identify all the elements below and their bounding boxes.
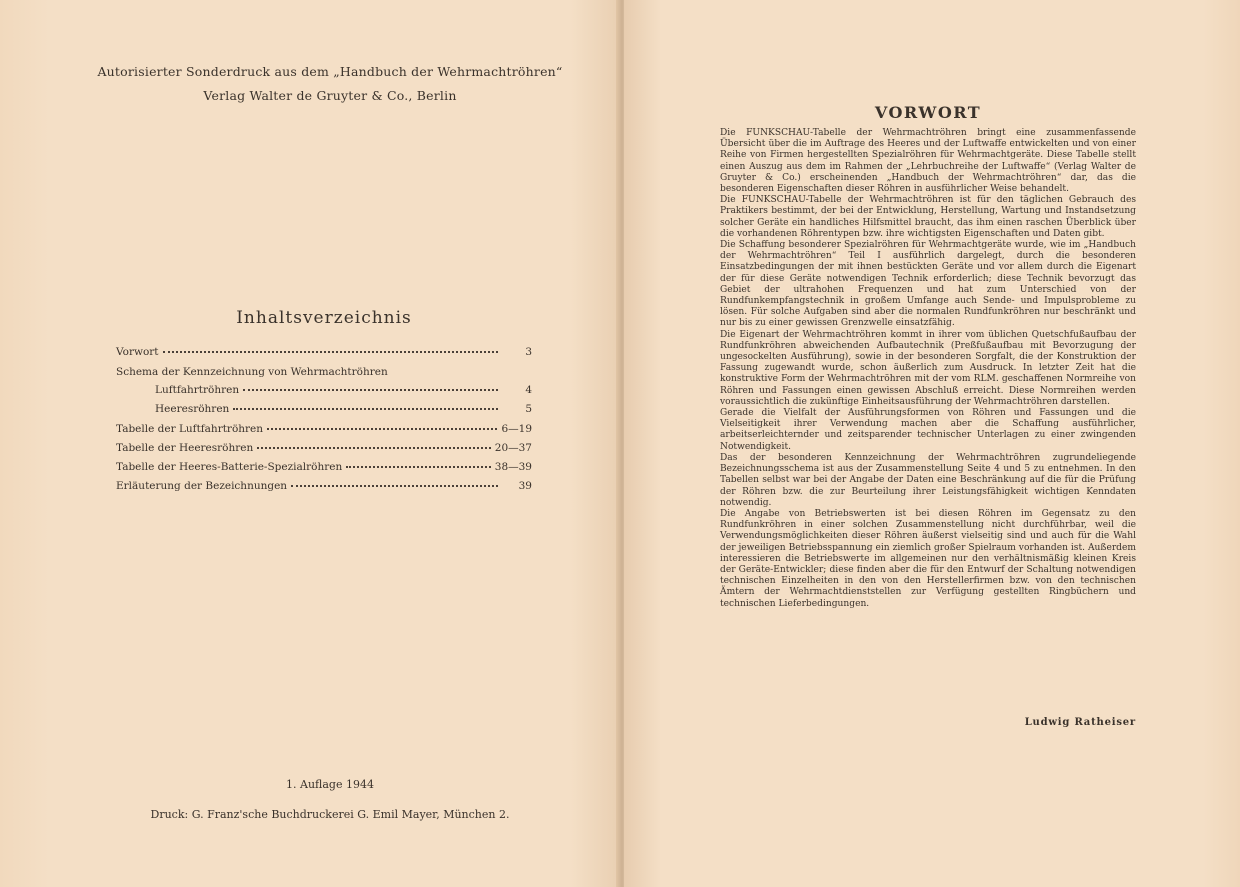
toc-entry-vorwort <box>116 342 532 358</box>
vorwort-body <box>720 128 1136 610</box>
toc-entry-tabelle-heeres <box>116 438 532 454</box>
toc-leader-dots <box>243 389 498 391</box>
toc-entry-page: 5 <box>525 403 532 415</box>
toc-entry-label: Erläuterung der Bezeichnungen <box>116 480 288 492</box>
toc-entry-page: 4 <box>525 384 532 396</box>
toc-entry-page: 39 <box>518 480 532 492</box>
toc-leader-dots <box>267 428 497 430</box>
vorwort-paragraph: Die Angabe von Betriebswerten ist bei diesen Röhren im Gegensatz zu den Rundfunkröhren in einer solchen Zusammenstellung nicht durchführbar, weil die Verwendungsmöglichkeiten dieser Röhren äußerst vielseitig sind und auch für die Wahl der jeweiligen Betriebsspannung ein ziemlich großer Spielraum vorhanden ist. Außerdem interessieren die Betriebswerte im allgemeinen nur den verhältnismäßig kleinen Kreis der Geräte-Entwickler; diese finden aber die für den Entwurf der Schaltung notwendigen technischen Einzelheiten in den von den Herstellerfirmen bzw. von den technischen Ämtern der Wehrmachtdienststellen zur Verfügung gestellten Ringbüchern und technischen Lieferbedingungen. <box>720 508 1136 609</box>
toc-entry-page: 6—19 <box>501 423 532 435</box>
author-signature: Ludwig Ratheiser <box>1024 717 1136 728</box>
vorwort-paragraph: Die FUNKSCHAU-Tabelle der Wehrmachtröhren bringt eine zusammenfassende Übersicht über die im Auftrage des Heeres und der Luftwaffe entwickelten und von einer Reihe von Firmen hergestellten Spezialröhren für Wehrmachtgeräte. Diese Tabelle stellt einen Auszug aus dem im Rahmen der „Lehrbuchreihe der Luftwaffe“ (Verlag Walter de Gruyter & Co.) erscheinenden „Handbuch der Wehrmachtröhren“ dar, das die besonderen Eigenschaften dieser Röhren in ausführlicher Weise behandelt. <box>720 128 1136 195</box>
vorwort-paragraph: Gerade die Vielfalt der Ausführungsformen von Röhren und Fassungen und die Vielseitigkeit ihrer Verwendung machen aber die Schaffung ausführlicher, arbeitserleichternder und zeitsparender technischer Unterlagen zu einer zwingenden Notwendigkeit. <box>720 408 1136 452</box>
toc-leader-dots <box>163 351 498 353</box>
toc-entry-label: Luftfahrtröhren <box>155 384 240 396</box>
toc-entry-tabelle-luftfahrt <box>116 419 532 435</box>
toc-entry-page: 20—37 <box>494 442 532 454</box>
vorwort-paragraph: Die FUNKSCHAU-Tabelle der Wehrmachtröhren ist für den täglichen Gebrauch des Praktikers bestimmt, der bei der Entwicklung, Herstellung, Wartung und Instandsetzung solcher Geräte ein handliches Hilfsmittel braucht, das ihm einen raschen Überblick über die vorhandenen Röhrentypen bzw. ihre wichtigsten Eigenschaften und Daten gibt. <box>720 195 1136 239</box>
toc-entry-schema: Schema der Kennzeichnung von Wehrmachtröhren <box>116 366 388 378</box>
toc-entry-label: Tabelle der Luftfahrtröhren <box>116 423 264 435</box>
toc-entry-luftfahrtroehren <box>155 380 532 396</box>
vorwort-paragraph: Das der besonderen Kennzeichnung der Wehrmachtröhren zugrundeliegende Bezeichnungsschema ist aus der Zusammenstellung Seite 4 und 5 zu entnehmen. In den Tabellen selbst war bei der Angabe der Daten eine Beschränkung auf die für die Prüfung der Röhren bzw. die zur Beurteilung ihrer Leistungsfähigkeit wichtigen Kenndaten notwendig. <box>720 452 1136 508</box>
imprint-line-2: Verlag Walter de Gruyter & Co., Berlin <box>203 88 457 103</box>
toc-leader-dots <box>346 466 491 468</box>
toc-entry-label: Tabelle der Heeresröhren <box>116 442 254 454</box>
imprint-line-1: Autorisierter Sonderdruck aus dem „Handbuch der Wehrmachtröhren“ <box>97 64 563 79</box>
toc-entry-tabelle-batterie <box>116 457 532 473</box>
vorwort-paragraph: Die Schaffung besonderer Spezialröhren für Wehrmachtgeräte wurde, wie im „Handbuch der Wehrmachtröhren“ Teil I ausführlich dargelegt, durch die besonderen Einsatzbedingungen der mit ihnen bestückten Geräte und vor allem durch die Eigenart der für diese Geräte notwendigen Technik erforderlich; diese Technik bevorzugt das Gebiet der ultrahohen Frequenzen und hat zum Unterschied von der Rundfunkempfangstechnik in großem Umfange auch Sende- und Impulsprobleme zu lösen. Für solche Aufgaben sind aber die normalen Rundfunkröhren nur beschränkt und nur bis zu einer gewissen Grenzwelle einsatzfähig. <box>720 240 1136 329</box>
toc-leader-dots <box>233 408 498 410</box>
printer-note: Druck: G. Franz'sche Buchdruckerei G. Emil Mayer, München 2. <box>150 808 510 821</box>
toc-leader-dots <box>291 485 498 487</box>
edition-note: 1. Auflage 1944 <box>286 778 374 791</box>
toc-entry-erlaeuterung <box>116 476 532 492</box>
toc-entry-label: Vorwort <box>116 346 159 358</box>
toc-entry-heeresroehren <box>155 399 532 415</box>
toc-entry-page: 38—39 <box>494 461 532 473</box>
toc-leader-dots <box>257 447 491 449</box>
toc-entry-label: Tabelle der Heeres-Batterie-Spezialröhren <box>116 461 343 473</box>
vorwort-title: VORWORT <box>874 103 982 122</box>
vorwort-paragraph: Die Eigenart der Wehrmachtröhren kommt in ihrer vom üblichen Quetschfußaufbau der Rundfunkröhren abweichenden Aufbautechnik (Preßfußaufbau mit Bevorzugung der ungesockelten Ausführung), sowie in der besonderen Sorgfalt, die der Konstruktion der Fassung zugewandt wurde, schon äußerlich zum Ausdruck. In letzter Zeit hat die konstruktive Form der Wehrmachtröhren mit der vom RLM. geschaffenen Normreihe von Röhren und Fassungen einen gewissen Abschluß erreicht. Diese Normreihen werden voraussichtlich die zukünftige Einheitsausführung der Wehrmachtröhren darstellen. <box>720 329 1136 407</box>
toc-title: Inhaltsverzeichnis <box>236 308 412 328</box>
toc-entry-label: Heeresröhren <box>155 403 230 415</box>
toc-entry-page: 3 <box>525 346 532 358</box>
